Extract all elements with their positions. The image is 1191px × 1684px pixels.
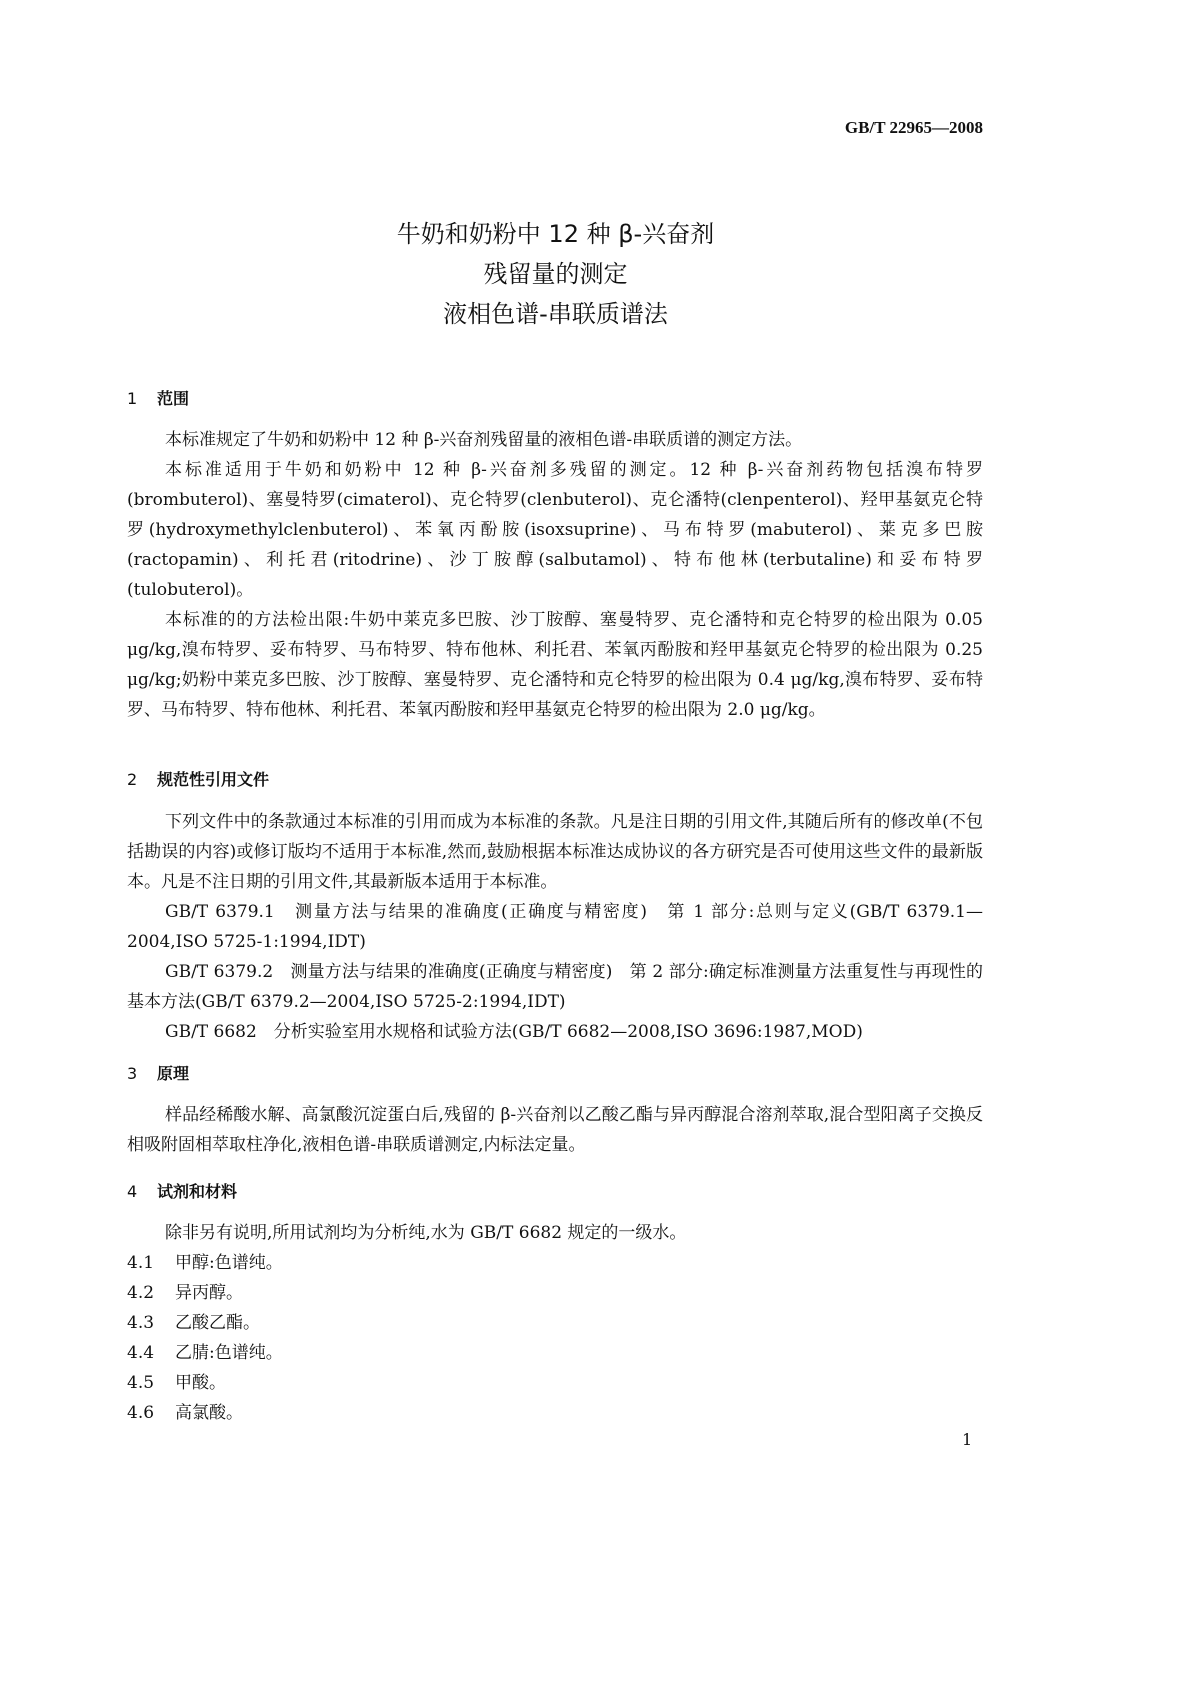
reagent-item <box>127 1278 983 1308</box>
section-body-3 <box>127 1100 983 1160</box>
item-text: 乙酸乙酯。 <box>175 1313 260 1333</box>
reference-item: GB/T 6379.2 测量方法与结果的准确度(正确度与精密度) 第 2 部分:确定标准测量方法重复性与再现性的基本方法(GB/T 6379.2—2004,ISO 5725-2:1994,IDT) <box>127 962 983 1012</box>
section-number: 4 <box>127 1182 138 1201</box>
item-number: 4.5 <box>127 1373 155 1393</box>
section-body-2 <box>127 807 983 1047</box>
reference-item: GB/T 6379.1 测量方法与结果的准确度(正确度与精密度) 第 1 部分:总则与定义(GB/T 6379.1—2004,ISO 5725-1:1994,IDT) <box>127 902 983 952</box>
paragraph: 样品经稀酸水解、高氯酸沉淀蛋白后,残留的 β-兴奋剂以乙酸乙酯与异丙醇混合溶剂萃取,混合型阳离子交换反相吸附固相萃取柱净化,液相色谱-串联质谱测定,内标法定量。 <box>127 1105 983 1155</box>
item-text: 甲醇:色谱纯。 <box>175 1253 283 1273</box>
paragraph: 本标准适用于牛奶和奶粉中 12 种 β-兴奋剂多残留的测定。12 种 β-兴奋剂药物包括溴布特罗(brombuterol)、塞曼特罗(cimaterol)、克仑特罗(clenbuterol)、克仑潘特(clenpenterol)、羟甲基氨克仑特罗(hydroxymethylclenbuterol)、苯氧丙酚胺(isoxsuprine)、马布特罗(mabuterol)、莱克多巴胺(ractopamin)、利托君(ritodrine)、沙丁胺醇(salbutamol)、特布他林(terbutaline)和妥布特罗(tulobuterol)。 <box>127 460 983 600</box>
section-heading-1 <box>127 386 189 409</box>
item-text: 甲酸。 <box>175 1373 226 1393</box>
document-title-line-3: 液相色谱-串联质谱法 <box>443 300 668 328</box>
reagent-item <box>127 1248 983 1278</box>
item-number: 4.3 <box>127 1313 155 1333</box>
paragraph: 本标准规定了牛奶和奶粉中 12 种 β-兴奋剂残留量的液相色谱-串联质谱的测定方法。 <box>165 430 803 450</box>
section-title: 范围 <box>157 389 190 408</box>
section-number: 1 <box>127 389 138 408</box>
document-title-line-2: 残留量的测定 <box>483 260 628 288</box>
section-heading-4 <box>127 1179 237 1202</box>
item-text: 异丙醇。 <box>175 1283 243 1303</box>
reference-item: GB/T 6682 分析实验室用水规格和试验方法(GB/T 6682—2008,ISO 3696:1987,MOD) <box>165 1022 863 1042</box>
item-text: 高氯酸。 <box>175 1403 243 1423</box>
item-number: 4.1 <box>127 1253 155 1273</box>
page-number: 1 <box>962 1430 973 1449</box>
section-heading-2 <box>127 767 269 790</box>
item-number: 4.4 <box>127 1343 155 1363</box>
item-number: 4.6 <box>127 1403 155 1423</box>
section-heading-3 <box>127 1061 189 1084</box>
section-title: 原理 <box>157 1064 190 1083</box>
section-number: 2 <box>127 770 138 789</box>
section-body-1 <box>127 425 983 725</box>
item-number: 4.2 <box>127 1283 155 1303</box>
reagent-item <box>127 1398 983 1428</box>
paragraph: 下列文件中的条款通过本标准的引用而成为本标准的条款。凡是注日期的引用文件,其随后所有的修改单(不包括勘误的内容)或修订版均不适用于本标准,然而,鼓励根据本标准达成协议的各方研究是否可使用这些文件的最新版本。凡是不注日期的引用文件,其最新版本适用于本标准。 <box>127 812 983 892</box>
section-title: 试剂和材料 <box>157 1182 238 1201</box>
reagent-item <box>127 1338 983 1368</box>
document-title-line-1: 牛奶和奶粉中 12 种 β-兴奋剂 <box>396 220 715 248</box>
paragraph: 除非另有说明,所用试剂均为分析纯,水为 GB/T 6682 规定的一级水。 <box>165 1223 687 1243</box>
item-text: 乙腈:色谱纯。 <box>175 1343 283 1363</box>
paragraph: 本标准的的方法检出限:牛奶中莱克多巴胺、沙丁胺醇、塞曼特罗、克仑潘特和克仑特罗的检出限为 0.05 μg/kg,溴布特罗、妥布特罗、马布特罗、特布他林、利托君、苯氧丙酚胺和羟甲基氨克仑特罗的检出限为 0.25 μg/kg;奶粉中莱克多巴胺、沙丁胺醇、塞曼特罗、克仑潘特和克仑特罗的检出限为 0.4 μg/kg,溴布特罗、妥布特罗、马布特罗、特布他林、利托君、苯氧丙酚胺和羟甲基氨克仑特罗的检出限为 2.0 μg/kg。 <box>127 610 983 720</box>
section-title: 规范性引用文件 <box>157 770 270 789</box>
reagent-item <box>127 1308 983 1338</box>
reagent-item <box>127 1368 983 1398</box>
standard-number: GB/T 22965—2008 <box>844 118 983 137</box>
section-number: 3 <box>127 1064 138 1083</box>
section-body-4 <box>127 1218 983 1428</box>
